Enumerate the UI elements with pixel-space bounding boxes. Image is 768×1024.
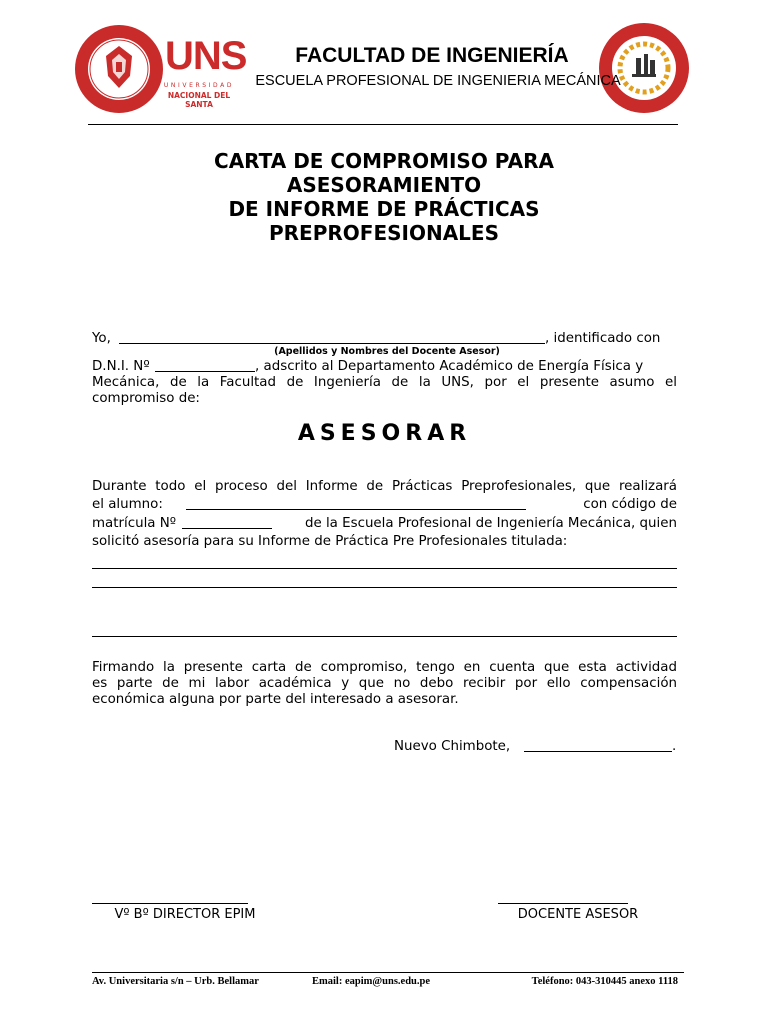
- paragraph1-line3: Mecánica, de la Facultad de Ingeniería de la UNS, por el presente asumo el: [92, 375, 677, 390]
- alumno-label: el alumno:: [92, 497, 163, 512]
- footer-email: Email: eapim@uns.edu.pe: [312, 976, 430, 987]
- paragraph3-line2: es parte de mi labor académica y que no debo recibir por ello compensación: [92, 676, 677, 691]
- uns-logo-sub2: NACIONAL DEL SANTA: [167, 91, 231, 109]
- paragraph2-line4: solicitó asesoría para su Informe de Práctica Pre Profesionales titulada:: [92, 534, 568, 549]
- document-title: [100, 149, 668, 245]
- title-line-4: PREPROFESIONALES: [269, 221, 499, 245]
- date-period: .: [672, 739, 677, 754]
- docente-name-caption: (Apellidos y Nombres del Docente Asesor): [274, 346, 500, 357]
- footer-divider: [92, 972, 684, 973]
- docente-name-blank[interactable]: [119, 331, 545, 344]
- engineering-seal-right-icon: [598, 22, 690, 114]
- matricula-blank[interactable]: [182, 516, 272, 529]
- paragraph3-line3: económica alguna por parte del interesado a asesorar.: [92, 692, 459, 707]
- paragraph1-line4: compromiso de:: [92, 391, 200, 406]
- title-line-1: CARTA DE COMPROMISO PARA: [214, 149, 554, 173]
- yo-label: Yo,: [92, 331, 111, 346]
- dni-label: D.N.I. Nº: [92, 359, 150, 374]
- dni-blank[interactable]: [155, 359, 255, 372]
- date-blank[interactable]: [524, 739, 672, 752]
- title-line-2: ASESORAMIENTO: [286, 173, 482, 197]
- identificado-text: , identificado con: [545, 331, 661, 346]
- alumno-name-blank[interactable]: [186, 497, 526, 510]
- escuela-text: de la Escuela Profesional de Ingeniería Mecánica, quien: [304, 516, 677, 531]
- city-label: Nuevo Chimbote,: [394, 739, 511, 754]
- paragraph2-line1: Durante todo el proceso del Informe de Prácticas Preprofesionales, que realizará: [92, 479, 677, 494]
- title-line-3: DE INFORME DE PRÁCTICAS: [228, 197, 540, 221]
- docente-signature-line[interactable]: [498, 903, 628, 904]
- paragraph3-line1: Firmando la presente carta de compromiso, tengo en cuenta que esta actividad: [92, 660, 677, 675]
- faculty-title: FACULTAD DE INGENIERÍA: [295, 44, 569, 67]
- commitment-verb: ASESORAR: [297, 421, 472, 446]
- adscrito-text: , adscrito al Departamento Académico de Energía Física y: [255, 359, 644, 374]
- header-divider: [88, 124, 678, 125]
- uns-logo-sub1: UNIVERSIDAD: [163, 82, 235, 89]
- codigo-label: con código de: [583, 497, 677, 512]
- director-signature-label: Vº Bº DIRECTOR EPIM: [114, 907, 256, 922]
- university-seal-left-icon: [74, 24, 164, 114]
- school-title: ESCUELA PROFESIONAL DE INGENIERIA MECÁNICA: [255, 73, 621, 89]
- uns-logo-text: UNS: [165, 34, 247, 78]
- informe-title-line-2[interactable]: [92, 587, 677, 588]
- director-signature-line[interactable]: [92, 903, 248, 904]
- informe-title-line-1[interactable]: [92, 568, 677, 569]
- matricula-label: matrícula Nº: [92, 516, 177, 531]
- informe-title-line-3[interactable]: [92, 636, 677, 637]
- docente-signature-label: DOCENTE ASESOR: [517, 907, 639, 922]
- footer-address: Av. Universitaria s/n – Urb. Bellamar: [92, 976, 259, 987]
- footer-phone: Teléfono: 043-310445 anexo 1118: [531, 976, 678, 987]
